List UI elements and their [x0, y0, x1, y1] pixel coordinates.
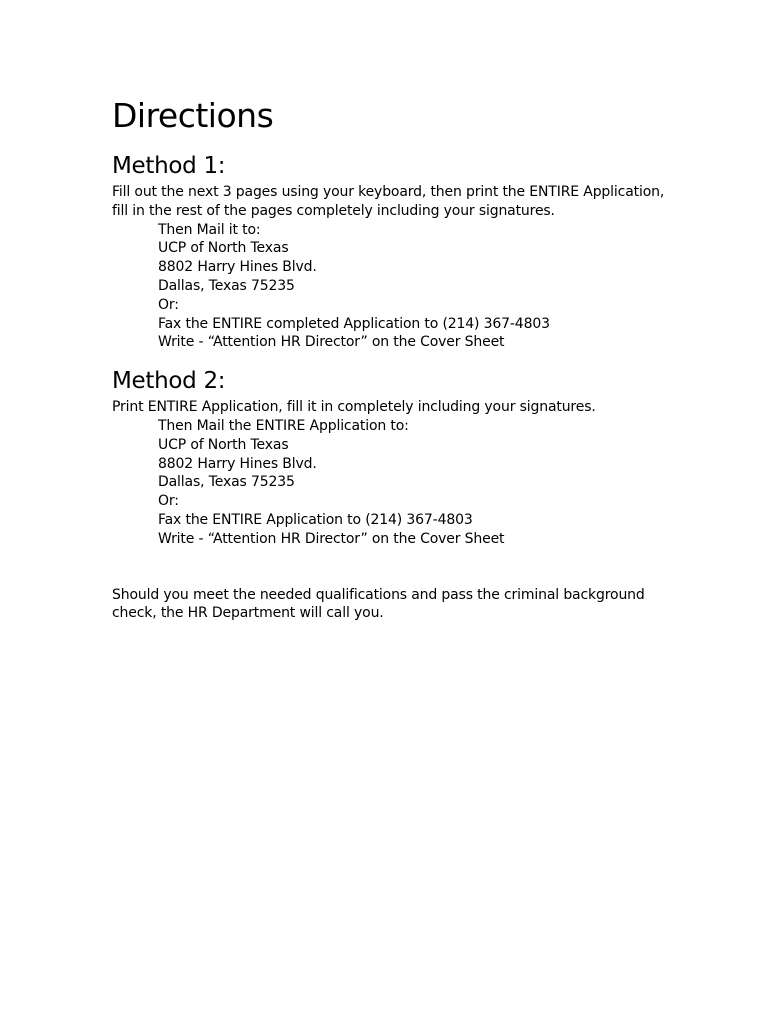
method-2-intro-line-1: Print ENTIRE Application, fill it in completely including your signatures.: [112, 399, 596, 416]
method-1-or-label: Or:: [158, 296, 179, 313]
method-2-address-line-1: UCP of North Texas: [158, 436, 289, 453]
closing-line-1: Should you meet the needed qualifications and pass the criminal background: [112, 586, 645, 603]
method-1-cover-note: Write - “Attention HR Director” on the Cover Sheet: [158, 334, 505, 351]
method-2-cover-note: Write - “Attention HR Director” on the Cover Sheet: [158, 530, 505, 547]
spacer: [112, 142, 732, 150]
method-1-intro-line-2: fill in the rest of the pages completely including your signatures.: [112, 202, 555, 219]
document-page: [112, 90, 732, 623]
method-1-section: [112, 150, 732, 352]
page-title: Directions: [112, 96, 274, 135]
method-1-heading: Method 1:: [112, 153, 226, 179]
method-2-address-line-2: 8802 Harry Hines Blvd.: [158, 455, 317, 472]
method-2-section: [112, 365, 732, 548]
method-1-mail-label: Then Mail it to:: [158, 221, 261, 238]
method-1-intro-line-1: Fill out the next 3 pages using your keyboard, then print the ENTIRE Application,: [112, 184, 665, 200]
method-2-address-line-3: Dallas, Texas 75235: [158, 474, 295, 491]
method-1-address-line-2: 8802 Harry Hines Blvd.: [158, 259, 317, 276]
method-1-address-line-3: Dallas, Texas 75235: [158, 277, 295, 294]
method-1-fax-line: Fax the ENTIRE completed Application to (214) 367-4803: [158, 315, 550, 332]
method-2-heading: Method 2:: [112, 368, 226, 395]
spacer: [112, 352, 732, 365]
method-2-mail-label: Then Mail the ENTIRE Application to:: [158, 417, 409, 434]
closing-line-2: check, the HR Department will call you.: [112, 605, 384, 622]
method-2-fax-line: Fax the ENTIRE Application to (214) 367-4803: [158, 511, 473, 528]
method-2-or-label: Or:: [158, 493, 179, 510]
method-1-address-line-1: UCP of North Texas: [158, 240, 289, 257]
closing-paragraph: [112, 586, 732, 624]
spacer: [112, 549, 732, 586]
